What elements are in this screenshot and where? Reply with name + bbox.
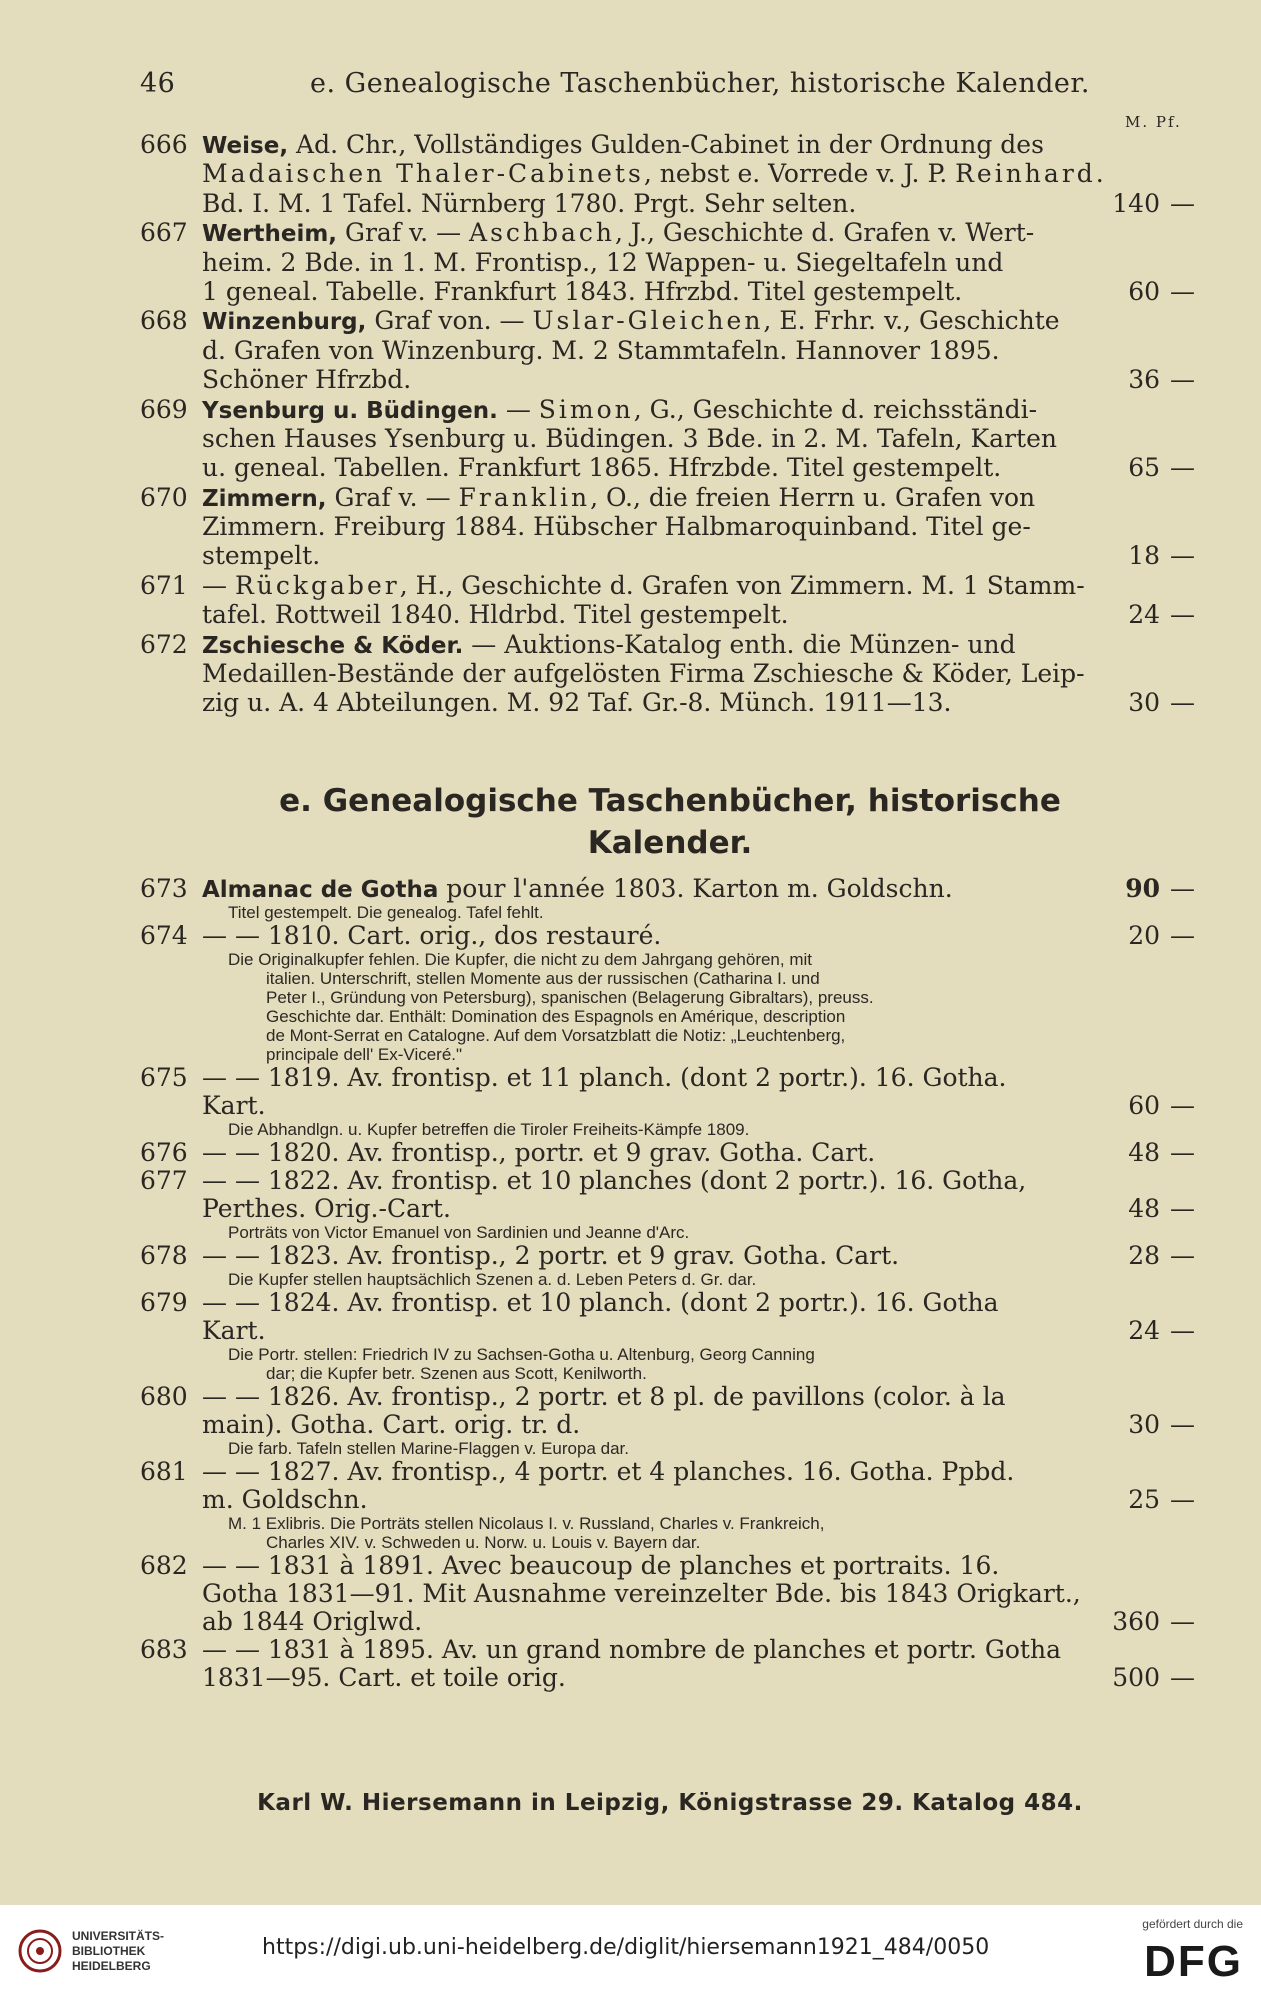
price-pfennig-dash: —: [1170, 1410, 1195, 1439]
entry-line: [140, 1064, 1200, 1092]
price-pfennig-dash: —: [1170, 276, 1195, 306]
entry-line: [140, 1458, 1200, 1486]
entry-number: 669: [140, 394, 188, 424]
entry-text: — Rückgaber, H., Geschichte d. Grafen von Zimmern. M. 1 Stamm-: [202, 570, 1085, 600]
entry-number: 667: [140, 218, 188, 248]
entry-text: stempelt.: [202, 541, 321, 571]
entry-number: 675: [140, 1063, 188, 1092]
entry-note-line: Charles XIV. v. Schweden u. Norw. u. Louis v. Bayern dar.: [266, 1533, 701, 1552]
catalog-entry: [140, 1139, 1200, 1167]
entry-price: 140: [1112, 188, 1160, 218]
entry-line: [140, 688, 1200, 717]
price-pfennig-dash: —: [1170, 600, 1195, 630]
entry-number: 680: [140, 1382, 188, 1411]
entry-note-line: Porträts von Victor Emanuel von Sardinien und Jeanne d'Arc.: [228, 1223, 690, 1242]
price-pfennig-dash: —: [1170, 1316, 1195, 1345]
price-pfennig-dash: —: [1170, 921, 1195, 950]
price-pfennig-dash: —: [1170, 1091, 1195, 1120]
price-pfennig-dash: —: [1170, 1485, 1195, 1514]
entry-note-line: Die Portr. stellen: Friedrich IV zu Sachsen-Gotha u. Altenburg, Georg Canning: [228, 1345, 815, 1364]
entry-text: Kart.: [202, 1091, 266, 1120]
entry-line: [140, 1289, 1200, 1317]
entry-line: [140, 306, 1200, 335]
entries-list: [140, 130, 1200, 718]
catalog-entry: [140, 1242, 1200, 1289]
library-name-line: UNIVERSITÄTS-: [72, 1929, 165, 1943]
entry-price: 30: [1128, 1410, 1160, 1439]
entry-price: 24: [1128, 600, 1160, 630]
entry-line: [140, 1552, 1200, 1580]
entry-text: Kart.: [202, 1316, 266, 1345]
entry-note: [228, 1514, 1170, 1552]
entry-text: tafel. Rottweil 1840. Hldrbd. Titel gestempelt.: [202, 600, 789, 630]
entry-text: Medaillen-Bestände der aufgelösten Firma Zschiesche & Köder, Leip-: [202, 659, 1085, 689]
entry-text: 1831—95. Cart. et toile orig.: [202, 1663, 566, 1692]
entry-line: [140, 630, 1200, 659]
catalog-entry: [140, 1289, 1200, 1383]
entry-number: 678: [140, 1241, 188, 1270]
entry-text: u. geneal. Tabellen. Frankfurt 1865. Hfrzbde. Titel gestempelt.: [202, 453, 1002, 483]
entry-line: [140, 1167, 1200, 1195]
entry-line: [140, 483, 1200, 512]
entry-line: [140, 659, 1200, 688]
entry-text: Madaischen Thaler-Cabinets, nebst e. Vorrede v. J. P. Reinhard.: [202, 159, 1104, 189]
section-title: [140, 780, 1200, 864]
entry-price: 24: [1128, 1316, 1160, 1345]
entry-line: [140, 1411, 1200, 1439]
entry-text: heim. 2 Bde. in 1. M. Frontisp., 12 Wappen- u. Siegeltafeln und: [202, 247, 1004, 277]
footer-bar: [0, 1905, 1261, 1996]
entry-line: [140, 1636, 1200, 1664]
entry-price: 25: [1128, 1485, 1160, 1514]
entry-price: 90: [1125, 874, 1160, 903]
entry-line: [140, 875, 1200, 903]
entry-text: — — 1827. Av. frontisp., 4 portr. et 4 planches. 16. Gotha. Ppbd.: [202, 1457, 1015, 1486]
entry-line: [140, 922, 1200, 950]
library-name: [72, 1929, 164, 1974]
entry-line: [140, 512, 1200, 541]
entry-price: 500: [1112, 1663, 1160, 1692]
entry-note: [228, 903, 1170, 922]
entry-number: 679: [140, 1288, 188, 1317]
entry-line: [140, 1139, 1200, 1167]
entry-text: Zimmern, Graf v. — Franklin, O., die freien Herrn u. Grafen von: [202, 482, 1036, 512]
entry-number: 673: [140, 874, 188, 903]
entry-note-line: de Mont-Serrat en Catalogne. Auf dem Vorsatzblatt die Notiz: „Leuchtenberg,: [266, 1026, 846, 1045]
entry-text: — — 1826. Av. frontisp., 2 portr. et 8 pl. de pavillons (color. à la: [202, 1382, 1006, 1411]
entry-line: [140, 159, 1200, 188]
price-pfennig-dash: —: [1170, 1194, 1195, 1223]
entry-number: 676: [140, 1138, 188, 1167]
catalog-entry: [140, 1383, 1200, 1458]
entry-line: [140, 365, 1200, 394]
running-head: [140, 68, 1200, 108]
entry-price: 20: [1128, 921, 1160, 950]
entry-line: [140, 277, 1200, 306]
entry-number: 672: [140, 629, 188, 659]
entry-text: Wertheim, Graf v. — Aschbach, J., Geschichte d. Grafen v. Wert-: [202, 218, 1035, 248]
entry-line: [140, 453, 1200, 482]
catalog-entry: [140, 875, 1200, 922]
entry-line: [140, 571, 1200, 600]
entry-note: [228, 1345, 1170, 1383]
price-pfennig-dash: —: [1170, 1138, 1195, 1167]
dfg-logo: DFG: [1144, 1937, 1243, 1986]
entry-price: 60: [1128, 1091, 1160, 1120]
catalog-entry: [140, 218, 1200, 306]
entry-price: 28: [1128, 1241, 1160, 1270]
entry-note-line: Die farb. Tafeln stellen Marine-Flaggen v. Europa dar.: [228, 1439, 629, 1458]
entry-text: Zschiesche & Köder. — Auktions-Katalog enth. die Münzen- und: [202, 629, 1016, 659]
entry-number: 681: [140, 1457, 188, 1486]
entry-text: m. Goldschn.: [202, 1485, 368, 1514]
catalog-entry: [140, 483, 1200, 571]
catalog-entry: [140, 1552, 1200, 1636]
entry-text: zig u. A. 4 Abteilungen. M. 92 Taf. Gr.-8. Münch. 1911—13.: [202, 688, 952, 718]
price-pfennig-dash: —: [1170, 1241, 1195, 1270]
entry-line: [140, 130, 1200, 159]
entry-note-line: Geschichte dar. Enthält: Domination des Espagnols en Amérique, description: [266, 1007, 846, 1026]
publisher-line: Karl W. Hiersemann in Leipzig, Königstrasse 29. Katalog 484.: [257, 1790, 1083, 1816]
entry-line: [140, 1242, 1200, 1270]
funding-note: gefördert durch die: [1142, 1917, 1243, 1931]
entry-price: 30: [1128, 688, 1160, 718]
catalog-entry: [140, 395, 1200, 483]
entry-price: 65: [1128, 453, 1160, 483]
catalog-entry: [140, 1064, 1200, 1139]
entry-line: [140, 424, 1200, 453]
entry-note-line: dar; die Kupfer betr. Szenen aus Scott, Kenilworth.: [266, 1364, 647, 1383]
catalog-entry: [140, 1167, 1200, 1242]
entry-line: [140, 541, 1200, 570]
catalog-entry: [140, 1636, 1200, 1692]
library-name-line: HEIDELBERG: [72, 1959, 151, 1973]
entry-number: 674: [140, 921, 188, 950]
section-title-line: e. Genealogische Taschenbücher, historische: [279, 783, 1061, 819]
entry-text: Ysenburg u. Büdingen. — Simon, G., Geschichte d. reichsständi-: [202, 394, 1038, 424]
running-title: e. Genealogische Taschenbücher, historische Kalender.: [310, 68, 1090, 99]
entry-price: 48: [1128, 1194, 1160, 1223]
entry-line: [140, 1092, 1200, 1120]
entry-number: 683: [140, 1635, 188, 1664]
entry-note: [228, 1439, 1170, 1458]
price-pfennig-dash: —: [1170, 1607, 1195, 1636]
entry-text: Zimmern. Freiburg 1884. Hübscher Halbmaroquinband. Titel ge-: [202, 512, 1031, 542]
entry-note-line: Die Kupfer stellen hauptsächlich Szenen a. d. Leben Peters d. Gr. dar.: [228, 1270, 757, 1289]
price-pfennig-dash: —: [1170, 365, 1195, 395]
entry-note-line: M. 1 Exlibris. Die Porträts stellen Nicolaus I. v. Russland, Charles v. Frankreich,: [228, 1514, 825, 1533]
entry-text: d. Grafen von Winzenburg. M. 2 Stammtafeln. Hannover 1895.: [202, 335, 1000, 365]
catalog-entry: [140, 306, 1200, 394]
entry-price: 48: [1128, 1138, 1160, 1167]
entry-text: — — 1819. Av. frontisp. et 11 planch. (dont 2 portr.). 16. Gotha.: [202, 1063, 1007, 1092]
entry-note: [228, 950, 1170, 1064]
entry-text: main). Gotha. Cart. orig. tr. d.: [202, 1410, 581, 1439]
entry-text: Gotha 1831—91. Mit Ausnahme vereinzelter Bde. bis 1843 Origkart.,: [202, 1579, 1081, 1608]
price-pfennig-dash: —: [1170, 188, 1195, 218]
entry-text: Weise, Ad. Chr., Vollständiges Gulden-Cabinet in der Ordnung des: [202, 130, 1044, 159]
entry-note-line: Die Originalkupfer fehlen. Die Kupfer, die nicht zu dem Jahrgang gehören, mit: [228, 950, 812, 969]
entry-number: 670: [140, 482, 188, 512]
entry-line: [140, 600, 1200, 629]
price-pfennig-dash: —: [1170, 874, 1195, 903]
entry-text: — — 1810. Cart. orig., dos restauré.: [202, 921, 662, 950]
entry-line: [140, 248, 1200, 277]
section-title-line: Kalender.: [587, 825, 753, 861]
catalog-entry: [140, 130, 1200, 218]
entry-line: [140, 336, 1200, 365]
entry-number: 668: [140, 306, 188, 336]
entry-text: Schöner Hfrzbd.: [202, 365, 412, 395]
entry-text: — — 1823. Av. frontisp., 2 portr. et 9 grav. Gotha. Cart.: [202, 1241, 900, 1270]
entry-price: 360: [1112, 1607, 1160, 1636]
entry-text: — — 1831 à 1895. Av. un grand nombre de planches et portr. Gotha: [202, 1635, 1061, 1664]
entry-text: Winzenburg, Graf von. — Uslar-Gleichen, E. Frhr. v., Geschichte: [202, 306, 1060, 336]
university-seal-icon: [18, 1929, 62, 1973]
catalog-entry: [140, 922, 1200, 1064]
catalog-entry: [140, 571, 1200, 630]
entry-number: 671: [140, 570, 188, 600]
catalog-entry: [140, 630, 1200, 718]
library-name-line: BIBLIOTHEK: [72, 1944, 146, 1958]
entry-line: [140, 395, 1200, 424]
entry-number: 677: [140, 1166, 188, 1195]
entry-line: [140, 189, 1200, 218]
currency-header: M. Pf.: [1125, 113, 1182, 131]
entry-line: [140, 1664, 1200, 1692]
entry-line: [140, 218, 1200, 247]
entry-note: [228, 1120, 1170, 1139]
price-pfennig-dash: —: [1170, 541, 1195, 571]
entry-note-line: Peter I., Gründung von Petersburg), spanischen (Belagerung Gibraltars), preuss.: [266, 988, 874, 1007]
entry-line: [140, 1486, 1200, 1514]
entry-text: Perthes. Orig.-Cart.: [202, 1194, 451, 1223]
entry-text: ab 1844 Origlwd.: [202, 1607, 423, 1636]
entry-text: — — 1822. Av. frontisp. et 10 planches (dont 2 portr.). 16. Gotha,: [202, 1166, 1027, 1195]
entry-line: [140, 1580, 1200, 1608]
entry-line: [140, 1383, 1200, 1411]
permalink[interactable]: https://digi.ub.uni-heidelberg.de/diglit/hiersemann1921_484/0050: [262, 1935, 990, 1960]
entry-text: Almanac de Gotha pour l'année 1803. Karton m. Goldschn.: [202, 874, 953, 903]
price-pfennig-dash: —: [1170, 688, 1195, 718]
entry-text: 1 geneal. Tabelle. Frankfurt 1843. Hfrzbd. Titel gestempelt.: [202, 276, 963, 306]
entry-note: [228, 1223, 1170, 1242]
entry-line: [140, 1317, 1200, 1345]
entry-line: [140, 1195, 1200, 1223]
entry-number: 666: [140, 130, 188, 159]
entry-price: 60: [1128, 276, 1160, 306]
entry-text: — — 1824. Av. frontisp. et 10 planch. (dont 2 portr.). 16. Gotha: [202, 1288, 999, 1317]
entry-price: 18: [1128, 541, 1160, 571]
entry-text: — — 1831 à 1891. Avec beaucoup de planches et portraits. 16.: [202, 1551, 1000, 1580]
entry-number: 682: [140, 1551, 188, 1580]
catalog-entry: [140, 1458, 1200, 1552]
entry-note-line: principale dell' Ex-Viceré.": [266, 1045, 463, 1064]
entry-text: schen Hauses Ysenburg u. Büdingen. 3 Bde. in 2. M. Tafeln, Karten: [202, 423, 1057, 453]
entry-price: 36: [1128, 365, 1160, 395]
entry-note-line: Titel gestempelt. Die genealog. Tafel fehlt.: [228, 903, 544, 922]
price-pfennig-dash: —: [1170, 1663, 1195, 1692]
entry-line: [140, 1608, 1200, 1636]
entry-note-line: Die Abhandlgn. u. Kupfer betreffen die Tiroler Freiheits-Kämpfe 1809.: [228, 1120, 750, 1139]
entry-text: Bd. I. M. 1 Tafel. Nürnberg 1780. Prgt. Sehr selten.: [202, 188, 857, 218]
entry-note-line: italien. Unterschrift, stellen Momente aus der russischen (Catharina I. und: [266, 969, 820, 988]
section-entries-list: [140, 875, 1200, 1692]
entry-text: — — 1820. Av. frontisp., portr. et 9 grav. Gotha. Cart.: [202, 1138, 876, 1167]
page-number: 46: [140, 68, 176, 99]
price-pfennig-dash: —: [1170, 453, 1195, 483]
entry-note: [228, 1270, 1170, 1289]
